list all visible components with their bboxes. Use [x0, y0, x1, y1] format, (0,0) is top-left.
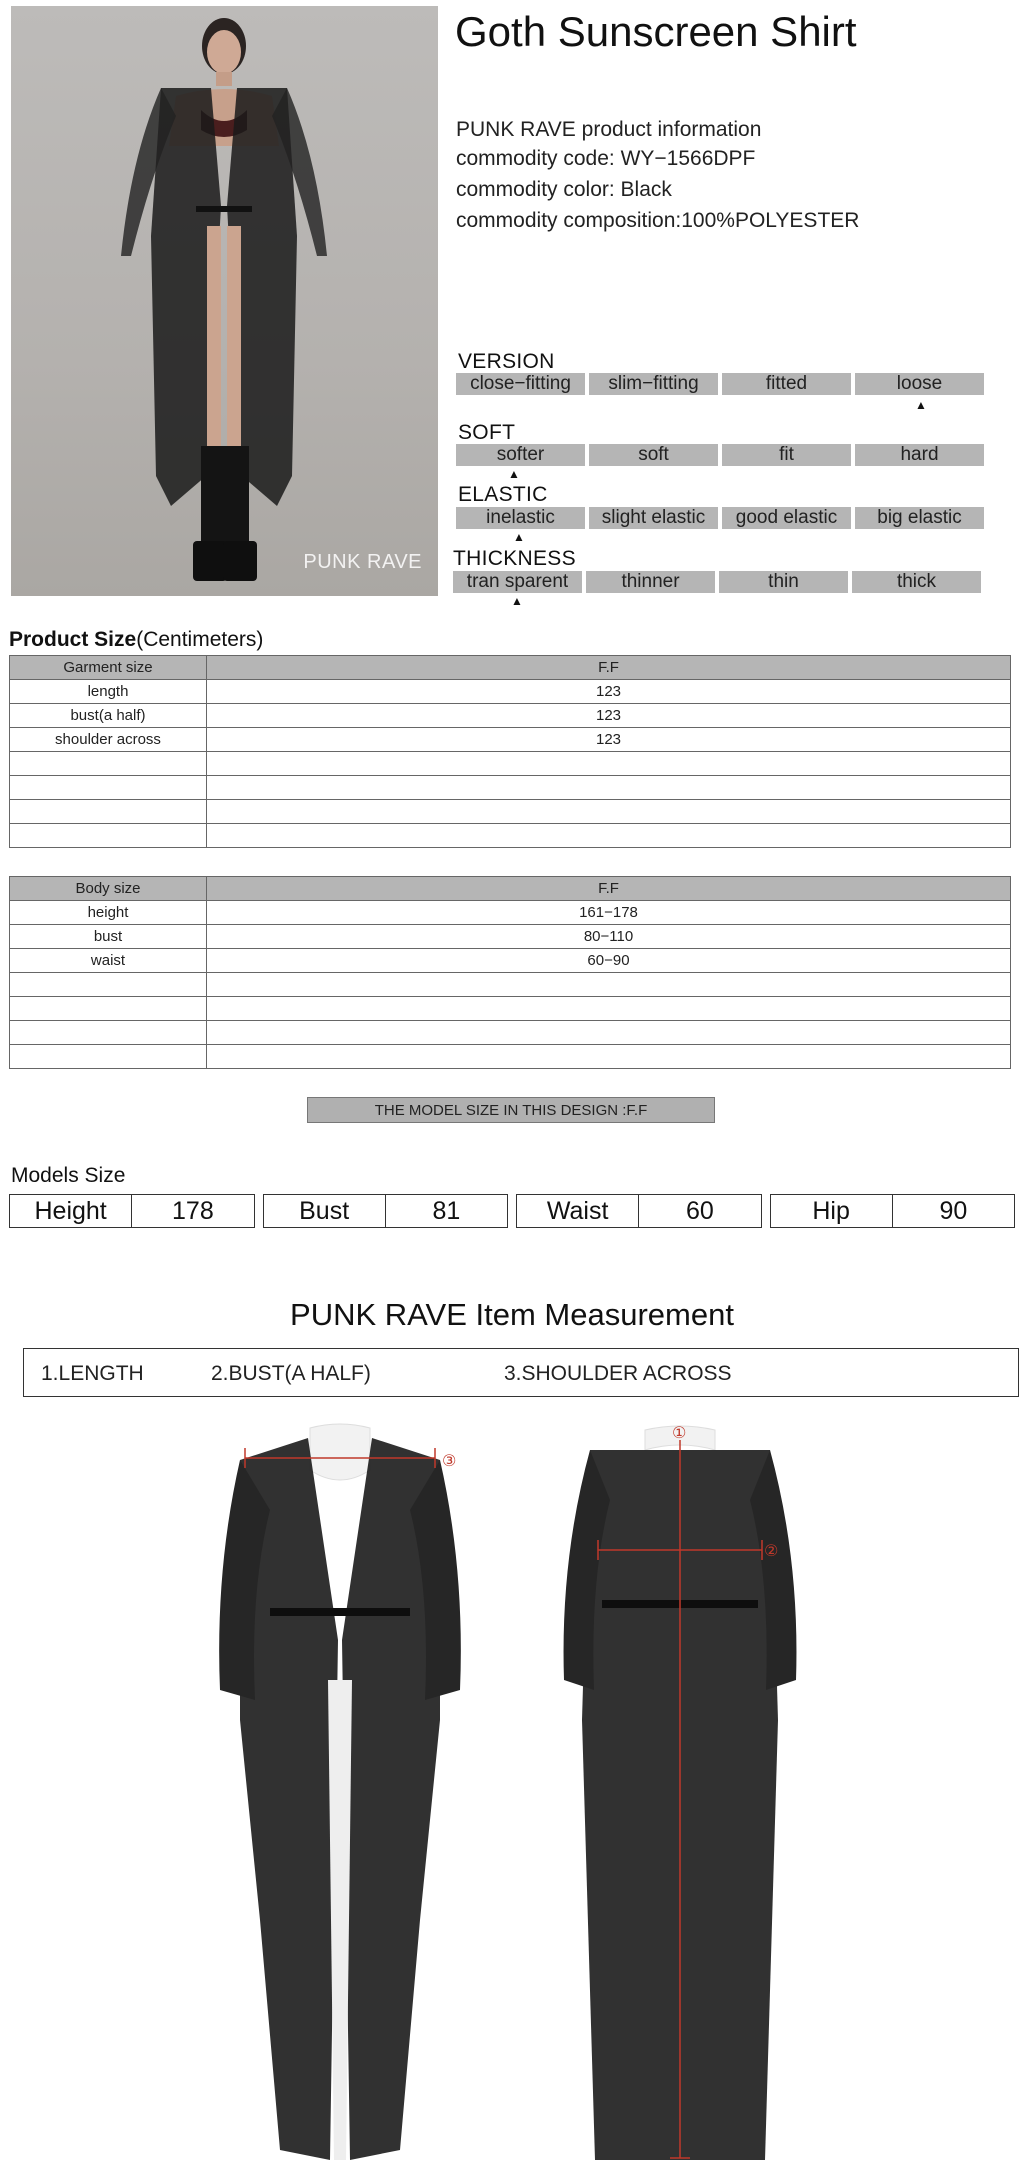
- model-figure: [11, 6, 438, 596]
- table-cell: [10, 1045, 207, 1069]
- table-cell: 60−90: [207, 949, 1011, 973]
- elastic-option: slight elastic: [589, 507, 718, 529]
- bust-value: 81: [385, 1195, 507, 1228]
- elastic-option: inelastic: [456, 507, 585, 529]
- table-row: [10, 680, 1011, 704]
- elastic-option: big elastic: [855, 507, 984, 529]
- garment-front-illustration: [210, 1420, 470, 2170]
- version-marker: ▲: [915, 398, 927, 412]
- waist-label: Waist: [517, 1195, 639, 1228]
- soft-option: softer: [456, 444, 585, 466]
- spacer: [761, 1195, 770, 1228]
- table-cell: Garment size: [10, 656, 207, 680]
- garment-back-illustration: [550, 1420, 810, 2170]
- table-row: [10, 973, 1011, 997]
- table-row: [10, 776, 1011, 800]
- table-cell: [10, 997, 207, 1021]
- bust-label: Bust: [263, 1195, 385, 1228]
- hip-value: 90: [892, 1195, 1014, 1228]
- table-row: [10, 949, 1011, 973]
- attr-version-scale: [456, 373, 984, 395]
- table-cell: F.F: [207, 877, 1011, 901]
- table-cell: 161−178: [207, 901, 1011, 925]
- attr-version-label: VERSION: [458, 350, 555, 373]
- table-row: [10, 901, 1011, 925]
- table-cell: [207, 973, 1011, 997]
- attr-thickness-scale: [453, 571, 981, 593]
- version-option: loose: [855, 373, 984, 395]
- table-row: [10, 1021, 1011, 1045]
- elastic-marker: ▲: [513, 530, 525, 544]
- model-size-note: THE MODEL SIZE IN THIS DESIGN :F.F: [307, 1097, 715, 1123]
- product-size-heading: [9, 628, 263, 652]
- table-cell: bust(a half): [10, 704, 207, 728]
- height-value: 178: [132, 1195, 254, 1228]
- table-row: [10, 800, 1011, 824]
- info-composition: commodity composition:100%POLYESTER: [456, 209, 860, 232]
- thickness-option: thin: [719, 571, 848, 593]
- table-cell: [207, 824, 1011, 848]
- table-cell: Body size: [10, 877, 207, 901]
- table-header-row: [10, 877, 1011, 901]
- table-cell: waist: [10, 949, 207, 973]
- table-cell: [207, 752, 1011, 776]
- soft-option: hard: [855, 444, 984, 466]
- attr-elastic-label: ELASTIC: [458, 483, 548, 506]
- height-label: Height: [10, 1195, 132, 1228]
- info-color: commodity color: Black: [456, 178, 672, 201]
- table-cell: [10, 776, 207, 800]
- table-row: [10, 704, 1011, 728]
- hero-watermark: PUNK RAVE: [303, 551, 422, 573]
- version-option: slim−fitting: [589, 373, 718, 395]
- table-cell: F.F: [207, 656, 1011, 680]
- table-row: [10, 1195, 1015, 1228]
- garment-size-table: [9, 655, 1011, 848]
- table-cell: shoulder across: [10, 728, 207, 752]
- table-row: [10, 752, 1011, 776]
- hero-photo: [11, 6, 438, 596]
- table-cell: bust: [10, 925, 207, 949]
- table-cell: [207, 997, 1011, 1021]
- thickness-option: thinner: [586, 571, 715, 593]
- thickness-option: thick: [852, 571, 981, 593]
- thickness-marker: ▲: [511, 594, 523, 608]
- models-size-table: [9, 1194, 1015, 1228]
- elastic-option: good elastic: [722, 507, 851, 529]
- attr-elastic-scale: [456, 507, 984, 529]
- table-cell: [10, 1021, 207, 1045]
- table-cell: [10, 973, 207, 997]
- version-option: fitted: [722, 373, 851, 395]
- waist-value: 60: [639, 1195, 761, 1228]
- soft-marker: ▲: [508, 467, 520, 481]
- table-row: [10, 728, 1011, 752]
- soft-option: fit: [722, 444, 851, 466]
- measure-shoulder-label: 3.SHOULDER ACROSS: [504, 1362, 732, 1385]
- table-cell: [207, 800, 1011, 824]
- table-cell: 123: [207, 680, 1011, 704]
- table-row: [10, 997, 1011, 1021]
- table-row: [10, 824, 1011, 848]
- measure-bust-label: 2.BUST(A HALF): [211, 1362, 371, 1385]
- table-cell: [10, 824, 207, 848]
- info-heading: PUNK RAVE product information: [456, 118, 762, 141]
- attr-soft-scale: [456, 444, 984, 466]
- table-cell: [207, 1021, 1011, 1045]
- spacer: [508, 1195, 517, 1228]
- product-size-heading-unit: (Centimeters): [136, 628, 264, 651]
- version-option: close−fitting: [456, 373, 585, 395]
- body-size-table: [9, 876, 1011, 1069]
- measure-mark-2: ②: [764, 1541, 779, 1560]
- info-code: commodity code: WY−1566DPF: [456, 147, 756, 170]
- measure-length-label: 1.LENGTH: [41, 1362, 144, 1385]
- product-title: Goth Sunscreen Shirt: [455, 8, 857, 55]
- hip-label: Hip: [770, 1195, 892, 1228]
- table-cell: [207, 1045, 1011, 1069]
- table-cell: length: [10, 680, 207, 704]
- table-row: [10, 1045, 1011, 1069]
- table-cell: 123: [207, 728, 1011, 752]
- table-cell: 123: [207, 704, 1011, 728]
- measure-mark-1: ①: [672, 1423, 687, 1442]
- table-cell: 80−110: [207, 925, 1011, 949]
- table-cell: height: [10, 901, 207, 925]
- soft-option: soft: [589, 444, 718, 466]
- table-header-row: [10, 656, 1011, 680]
- measure-mark-3: ③: [442, 1451, 457, 1470]
- thickness-option: tran sparent: [453, 571, 582, 593]
- table-row: [10, 925, 1011, 949]
- table-cell: [10, 800, 207, 824]
- attr-thickness-label: THICKNESS: [453, 547, 576, 570]
- models-size-heading: Models Size: [11, 1164, 126, 1187]
- product-size-heading-bold: Product Size: [9, 628, 137, 651]
- table-cell: [207, 776, 1011, 800]
- attr-soft-label: SOFT: [458, 421, 516, 444]
- measurement-title: PUNK RAVE Item Measurement: [290, 1297, 734, 1332]
- spacer: [254, 1195, 263, 1228]
- table-cell: [10, 752, 207, 776]
